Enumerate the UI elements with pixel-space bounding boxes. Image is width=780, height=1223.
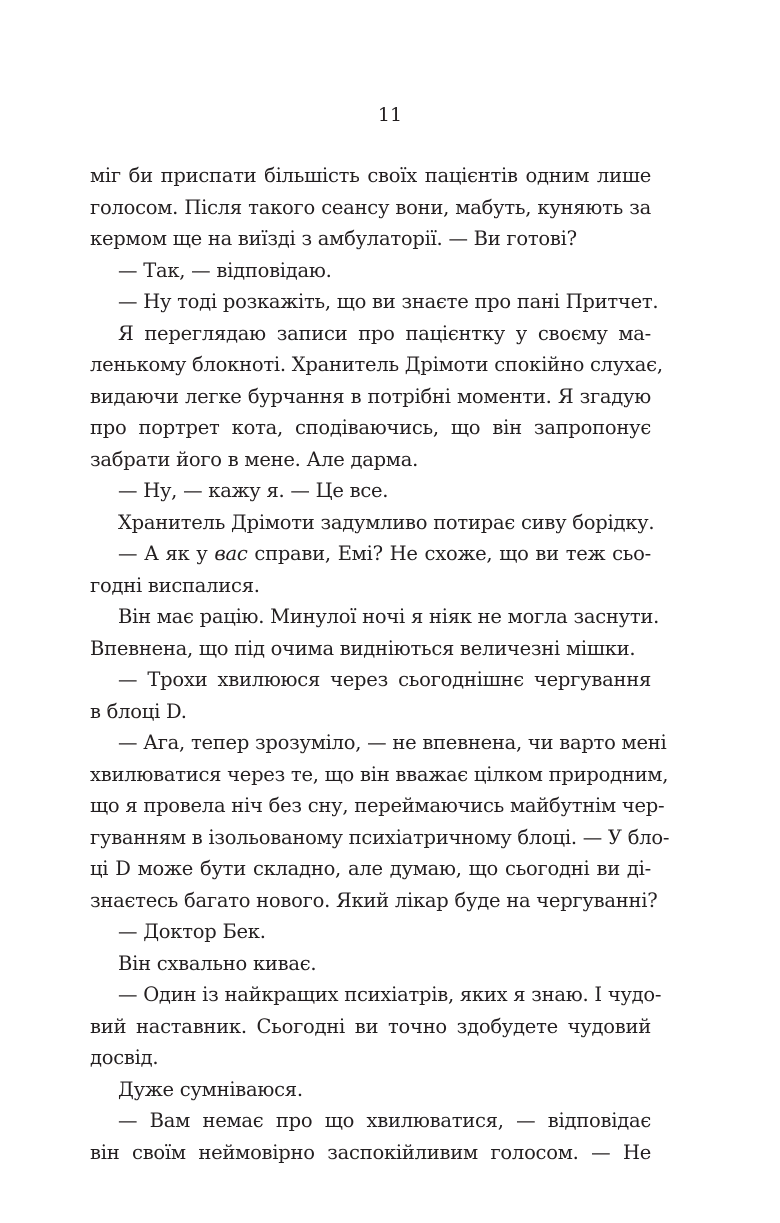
- text-line: Я переглядаю записи про пацієнтку у своєму ма-: [118, 321, 651, 345]
- text-line: про портрет кота, сподіваючись, що він запропонує: [90, 416, 651, 439]
- text-line: ленькому блокноті. Хранитель Дрімоти спокійно слухає,: [90, 353, 663, 376]
- text-line: кермом ще на виїзді з амбулаторії. — Ви готові?: [90, 227, 577, 250]
- text-line: — Вам немає про що хвилюватися, — відповідає: [118, 1109, 651, 1132]
- text-line: що я провела ніч без сну, переймаючись майбутнім чер-: [90, 794, 665, 817]
- text-line: — Ну, — кажу я. — Це все.: [118, 479, 389, 502]
- text-line: забрати його в мене. Але дарма.: [90, 447, 419, 471]
- text-line: міг би приспати більшість своїх пацієнтів одним лише: [90, 164, 651, 187]
- text-line: Дуже сумніваюся.: [118, 1077, 303, 1101]
- text-line: гуванням в ізольованому психіатричному блоці. — У бло-: [90, 825, 670, 849]
- text-line: Хранитель Дрімоти задумливо потирає сиву борідку.: [118, 510, 655, 534]
- text-line: хвилюватися через те, що він вважає цілком природним,: [90, 762, 669, 786]
- text-line: вий наставник. Сьогодні ви точно здобудете чудовий: [90, 1014, 651, 1038]
- text-line: — Так, — відповідаю.: [118, 258, 332, 282]
- text-line: видаючи легке бурчання в потрібні моменти. Я згадую: [90, 384, 651, 408]
- text-line: він своїм неймовірно заспокійливим голосом. — Не: [90, 1140, 651, 1164]
- text-line: — Ага, тепер зрозуміло, — не впевнена, чи варто мені: [118, 731, 667, 754]
- text-line: годні виспалися.: [90, 573, 260, 597]
- text-line: досвід.: [90, 1046, 159, 1069]
- text-line: в блоці D.: [90, 699, 187, 723]
- text-line: — Трохи хвилююся через сьогоднішнє чергування: [118, 668, 651, 691]
- text-line: — Ну тоді розкажіть, що ви знаєте про пані Притчет.: [118, 290, 659, 313]
- text-line: ці D може бути складно, але думаю, що сьогодні ви ді-: [90, 857, 651, 880]
- text-line: — А як у вас справи, Емі? Не схоже, що ви теж сьо-: [118, 542, 651, 565]
- text-line: голосом. Після такого сеансу вони, мабуть, куняють за: [90, 195, 651, 219]
- text-line: — Один із найкращих психіатрів, яких я знаю. І чудо-: [118, 983, 662, 1006]
- text-line: Впевнена, що під очима видніються величезні мішки.: [90, 636, 636, 660]
- body-text: [90, 160, 670, 1168]
- text-line: Він схвально киває.: [118, 951, 317, 975]
- emphasis: вас: [214, 542, 248, 565]
- page-number: 11: [377, 104, 403, 126]
- text-line: — Доктор Бек.: [118, 920, 266, 943]
- text-line: знаєтесь багато нового. Який лікар буде на чергуванні?: [90, 888, 658, 912]
- text-line: Він має рацію. Минулої ночі я ніяк не могла заснути.: [118, 605, 660, 628]
